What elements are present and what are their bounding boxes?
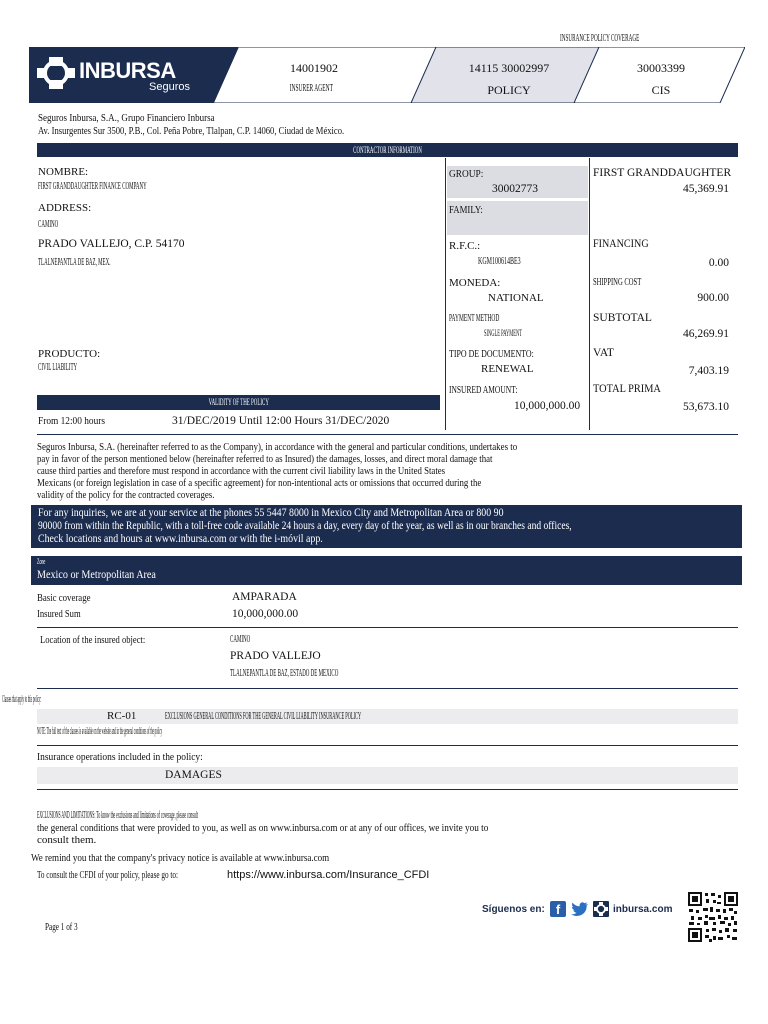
exclusions-line-2: the general conditions that were provided to you, as well as on www.inbursa.com or at any of our offices, we invite you to xyxy=(37,822,489,834)
logo-subtitle: Seguros xyxy=(149,81,190,93)
agent-number: 14001902 xyxy=(290,61,338,75)
page-number: Page 1 of 3 xyxy=(45,922,78,933)
location-colony: PRADO VALLEJO xyxy=(230,650,321,662)
divider xyxy=(37,745,738,746)
fin-value-1: 45,369.91 xyxy=(683,183,729,195)
cfdi-notice: To consult the CFDI of your policy, please go to: https://www.inbursa.com/Insurance_CFDI xyxy=(37,869,430,881)
rfc-value: KGM100614BE3 xyxy=(478,256,521,267)
nombre-value: FIRST GRANDDAUGHTER FINANCE COMPANY xyxy=(38,181,147,192)
contractor-section-header: CONTRACTOR INFORMATION xyxy=(37,143,738,157)
company-name: Seguros Inbursa, S.A., Grupo Financiero Inbursa xyxy=(38,112,215,124)
zone-tag: Zone xyxy=(37,557,46,566)
payment-label: PAYMENT METHOD xyxy=(449,313,500,324)
intro-line-5: validity of the policy for the contracted coverages. xyxy=(37,489,215,501)
group-value: 30002773 xyxy=(492,183,538,195)
logo-wordmark: INBURSA xyxy=(79,58,176,83)
tipo-value: RENEWAL xyxy=(481,363,534,375)
insured-sum-label: Insured Sum xyxy=(37,608,81,620)
divider xyxy=(37,688,738,689)
divider xyxy=(37,434,738,435)
cis-label: CIS xyxy=(651,83,671,97)
intro-line-1: Seguros Inbursa, S.A. (hereinafter referred to as the Company), in accordance with the general and particular conditions, undertakes to xyxy=(37,441,518,453)
tipo-label: TIPO DE DOCUMENTO: xyxy=(449,348,534,360)
fin-value-5: 7,403.19 xyxy=(688,365,729,377)
validity-from: From 12:00 hours xyxy=(38,415,106,427)
location-street: CAMINO xyxy=(230,634,251,645)
nombre-label: NOMBRE: xyxy=(38,166,89,178)
intro-line-2: pay in favor of the person mentioned below (hereinafter referred to as Insured) the damages, losses, and direct moral damage that xyxy=(37,453,493,465)
inbursa-small-logo-icon[interactable] xyxy=(593,901,609,917)
zone-label: Mexico or Metropolitan Area xyxy=(37,569,156,581)
location-city: TLALNEPANTLA DE BAZ, ESTADO DE MEXICO xyxy=(230,668,339,679)
fin-label-2: FINANCING xyxy=(593,238,649,250)
inbursa-logo-icon xyxy=(37,56,75,90)
address-city: TLALNEPANTLA DE BAZ, MEX. xyxy=(38,257,111,268)
basic-coverage-value: AMPARADA xyxy=(232,591,297,603)
producto-label: PRODUCTO: xyxy=(38,348,101,360)
document-type-label: INSURANCE POLICY COVERAGE xyxy=(560,33,640,44)
validity-header: VALIDITY OF THE POLICY xyxy=(37,395,440,410)
service-band xyxy=(31,505,742,548)
address-street: CAMINO xyxy=(38,219,59,230)
twitter-icon[interactable] xyxy=(571,901,589,917)
privacy-notice: We remind you that the company's privacy notice is available at www.inbursa.com xyxy=(31,852,330,864)
fin-label-1: FIRST GRANDDAUGHTER xyxy=(593,167,732,179)
group-label: GROUP: xyxy=(449,168,484,180)
agent-label: INSURER AGENT xyxy=(289,83,333,94)
zone-band xyxy=(31,556,742,585)
service-line-1: For any inquiries, we are at your service at the phones 55 5447 8000 in Mexico City and Metropolitan Area or 800 90 xyxy=(38,507,504,519)
column-divider xyxy=(589,158,590,430)
clause-description: EXCLUSIONS GENERAL CONDITIONS FOR THE GENERAL CIVIL LIABILITY INSURANCE POLICY xyxy=(165,711,362,722)
divider xyxy=(37,627,738,628)
payment-value: SINGLE PAYMENT xyxy=(484,328,523,338)
fin-value-4: 46,269.91 xyxy=(683,328,729,340)
company-address: Av. Insurgentes Sur 3500, P.B., Col. Peña Pobre, Tlalpan, C.P. 14060, Ciudad de México. xyxy=(38,125,345,137)
cfdi-link[interactable]: https://www.inbursa.com/Insurance_CFDI xyxy=(227,869,430,881)
producto-value: CIVIL LIABILITY xyxy=(38,362,78,373)
family-label: FAMILY: xyxy=(449,204,483,216)
insured-amount-value: 10,000,000.00 xyxy=(514,400,581,412)
cis-number: 30003399 xyxy=(637,61,685,75)
operations-heading: Insurance operations included in the policy: xyxy=(37,751,203,763)
fin-label-5: VAT xyxy=(593,347,614,359)
qr-code-icon xyxy=(687,891,739,943)
moneda-label: MONEDA: xyxy=(449,277,501,289)
fin-value-6: 53,673.10 xyxy=(683,401,729,413)
clauses-heading: Clauses that apply to this policy: xyxy=(2,694,42,705)
exclusions-note: EXCLUSIONS AND LIMITATIONS: To know the exclusions and limitations of coverage, please consult xyxy=(37,810,198,821)
clause-note: NOTE: The full text of the clauses is available on the website and in the general conditions of the policy xyxy=(37,726,163,737)
intro-line-3: cause third parties and therefore must respond in accordance with the current civil liability laws in the United States xyxy=(37,465,446,477)
policy-label: POLICY xyxy=(487,83,531,97)
intro-line-4: Mexicans (or foreign legislation in case of a specific agreement) for non-intentional acts or omissions that occurred during the xyxy=(37,477,482,489)
insured-amount-label: INSURED AMOUNT: xyxy=(449,384,518,396)
rfc-label: R.F.C.: xyxy=(449,240,481,252)
address-colony: PRADO VALLEJO, C.P. 54170 xyxy=(38,238,185,250)
policy-number: 14115 30002997 xyxy=(468,61,550,75)
validity-range: 31/DEC/2019 Until 12:00 Hours 31/DEC/2020 xyxy=(172,415,390,427)
divider xyxy=(37,789,738,790)
fin-label-3: SHIPPING COST xyxy=(593,276,642,288)
moneda-value: NATIONAL xyxy=(488,292,544,304)
service-line-2: 90000 from within the Republic, with a toll-free code available 24 hours a day, every day of the year, as well as in our branches and offices, xyxy=(38,520,572,532)
inbursa-site-link[interactable]: inbursa.com xyxy=(613,904,673,915)
operations-shade xyxy=(37,767,738,784)
clause-code: RC-01 xyxy=(107,710,137,722)
service-line-3: Check locations and hours at www.inbursa.com or with the i-móvil app. xyxy=(38,533,323,545)
fin-value-2: 0.00 xyxy=(708,257,729,269)
operations-value: DAMAGES xyxy=(165,769,222,781)
fin-label-4: SUBTOTAL xyxy=(593,312,652,324)
exclusions-line-3: consult them. xyxy=(37,834,97,846)
header-band xyxy=(29,47,745,103)
address-label: ADDRESS: xyxy=(38,202,92,214)
location-label: Location of the insured object: xyxy=(40,634,146,646)
insured-sum-value: 10,000,000.00 xyxy=(232,608,299,620)
facebook-icon[interactable]: f xyxy=(550,901,566,917)
fin-label-6: TOTAL PRIMA xyxy=(593,383,661,395)
fin-value-3: 900.00 xyxy=(697,292,729,304)
basic-coverage-label: Basic coverage xyxy=(37,592,91,604)
follow-us-label: Síguenos en: xyxy=(482,904,545,915)
column-divider xyxy=(445,158,446,430)
